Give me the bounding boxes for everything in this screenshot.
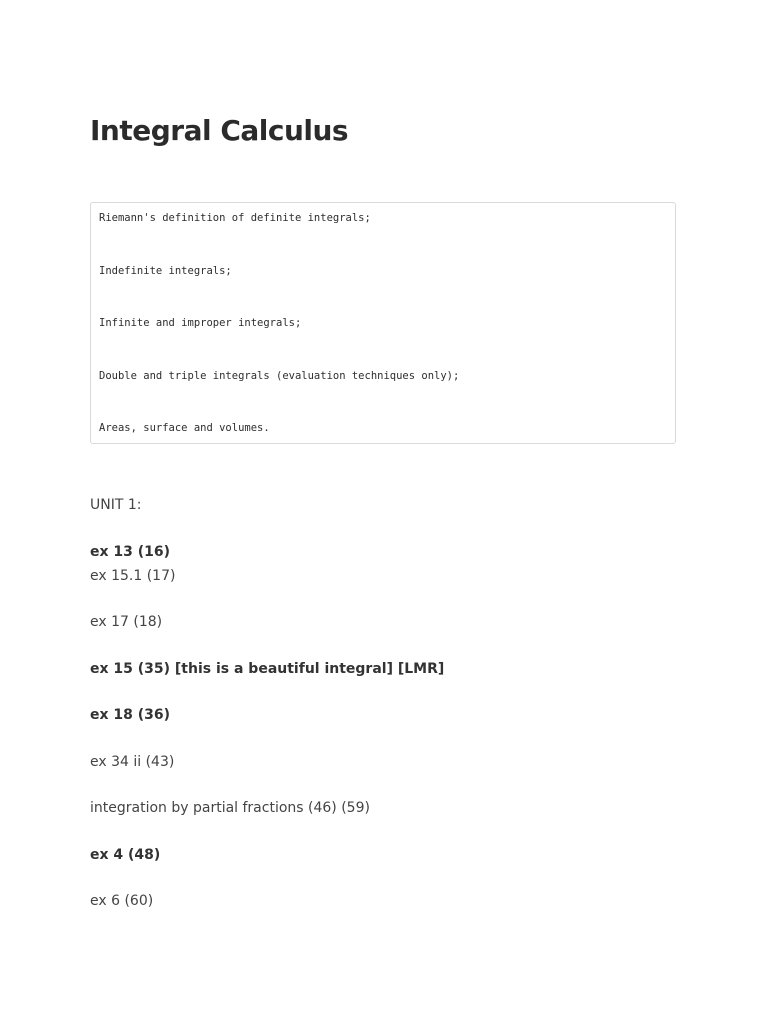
exercise-item: integration by partial fractions (46) (59)	[90, 800, 370, 816]
code-line: Double and triple integrals (evaluation techniques only);	[99, 370, 460, 382]
exercise-item: ex 13 (16)	[90, 544, 171, 560]
code-line: Indefinite integrals;	[99, 265, 232, 277]
code-line: Areas, surface and volumes.	[99, 422, 270, 434]
exercise-item: ex 15.1 (17)	[90, 568, 176, 584]
code-block	[90, 202, 676, 444]
unit-label: UNIT 1:	[90, 497, 142, 513]
exercise-item: ex 6 (60)	[90, 893, 154, 909]
exercise-item: ex 34 ii (43)	[90, 754, 175, 770]
page-title: Integral Calculus	[90, 114, 349, 147]
exercise-item: ex 18 (36)	[90, 707, 171, 723]
exercise-item: ex 17 (18)	[90, 614, 163, 630]
code-line: Riemann's definition of definite integrals;	[99, 212, 371, 224]
code-line: Infinite and improper integrals;	[99, 317, 302, 329]
exercise-item: ex 15 (35) [this is a beautiful integral] [LMR]	[90, 661, 445, 677]
exercise-item: ex 4 (48)	[90, 847, 161, 863]
